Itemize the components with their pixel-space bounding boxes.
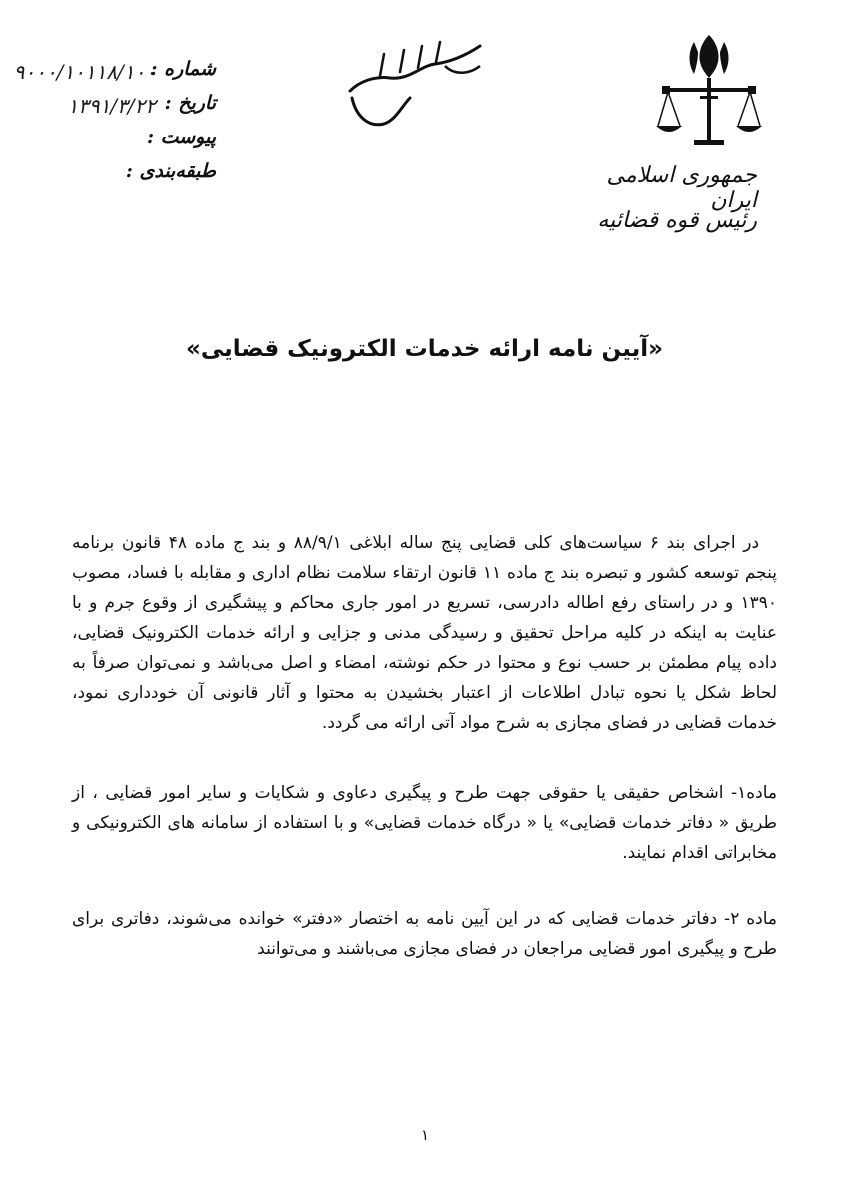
- page-number: ۱: [420, 1126, 430, 1144]
- judiciary-emblem-icon: [654, 30, 764, 150]
- meta-date-value: ۱۳۹۱/۳/۲۲: [67, 94, 156, 118]
- meta-number-label: شماره :: [150, 58, 216, 80]
- meta-classification-row: [6, 160, 216, 194]
- org-name-line2: رئیس قوه قضائیه: [597, 208, 757, 233]
- meta-attachment-row: [6, 126, 216, 160]
- paragraph-preamble: در اجرای بند ۶ سیاست‌های کلی قضایی پنج ساله ابلاغی ۸۸/۹/۱ و بند ج ماده ۴۸ قانون برنامه پنجم توسعه کشور و تبصره بند ج ماده ۱۱ قانون ارتقاء سلامت نظام اداری و مقابله با فساد، مصوب ۱۳۹۰ و در راستای رفع اطاله دادرسی، تسریع در امور جاری محاکم و پیشگیری از وقوع جرم و با عنایت به اینکه در کلیه مراحل تحقیق و رسیدگی مدنی و جزایی و ارائه خدمات الکترونیک قضایی، داده پیام مطمئن بر حسب نوع و محتوا در حکم نوشته، امضاء و اصل می‌باشد و نمی‌توان صرفاً به لحاظ شکل یا نحوه تبادل اطلاعات از اعتبار بخشیدن به محتوا و آثار قانونی آن خودداری نمود، خدمات قضایی در فضای مجازی به شرح مواد آتی ارائه می گردد.: [72, 533, 777, 733]
- meta-date-row: [6, 92, 216, 126]
- org-name-line1: جمهوری اسلامی ایران: [606, 163, 757, 213]
- document-body: [72, 528, 777, 964]
- paragraph-article-2: ماده ۲- دفاتر خدمات قضایی که در این آیین نامه به اختصار «دفتر» خوانده می‌شوند، دفاتری برای طرح و پیگیری امور قضایی مراجعان در فضای مجازی می‌باشند و می‌توانند: [72, 909, 777, 959]
- paragraph-article-1: ماده۱- اشخاص حقیقی یا حقوقی جهت طرح و پیگیری دعاوی و شکایات و سایر امور قضایی ، از طریق « دفاتر خدمات قضایی» یا « درگاه خدمات قضایی» و با استفاده از سامانه های الکترونیکی و مخابراتی اقدام نمایند.: [72, 783, 777, 863]
- meta-number-value: ۹۰۰۰/۱۰۱۱۸/۱۰۰: [13, 60, 156, 84]
- meta-number-row: [6, 58, 216, 92]
- bismillah-calligraphy: [340, 36, 490, 136]
- meta-date-label: تاریخ :: [164, 92, 216, 114]
- meta-attachment-label: پیوست :: [146, 126, 216, 148]
- meta-classification-label: طبقه‌بندی :: [125, 160, 216, 182]
- letter-meta: [6, 58, 216, 194]
- document-title: «آیین نامه ارائه خدمات الکترونیک قضایی»: [186, 336, 663, 362]
